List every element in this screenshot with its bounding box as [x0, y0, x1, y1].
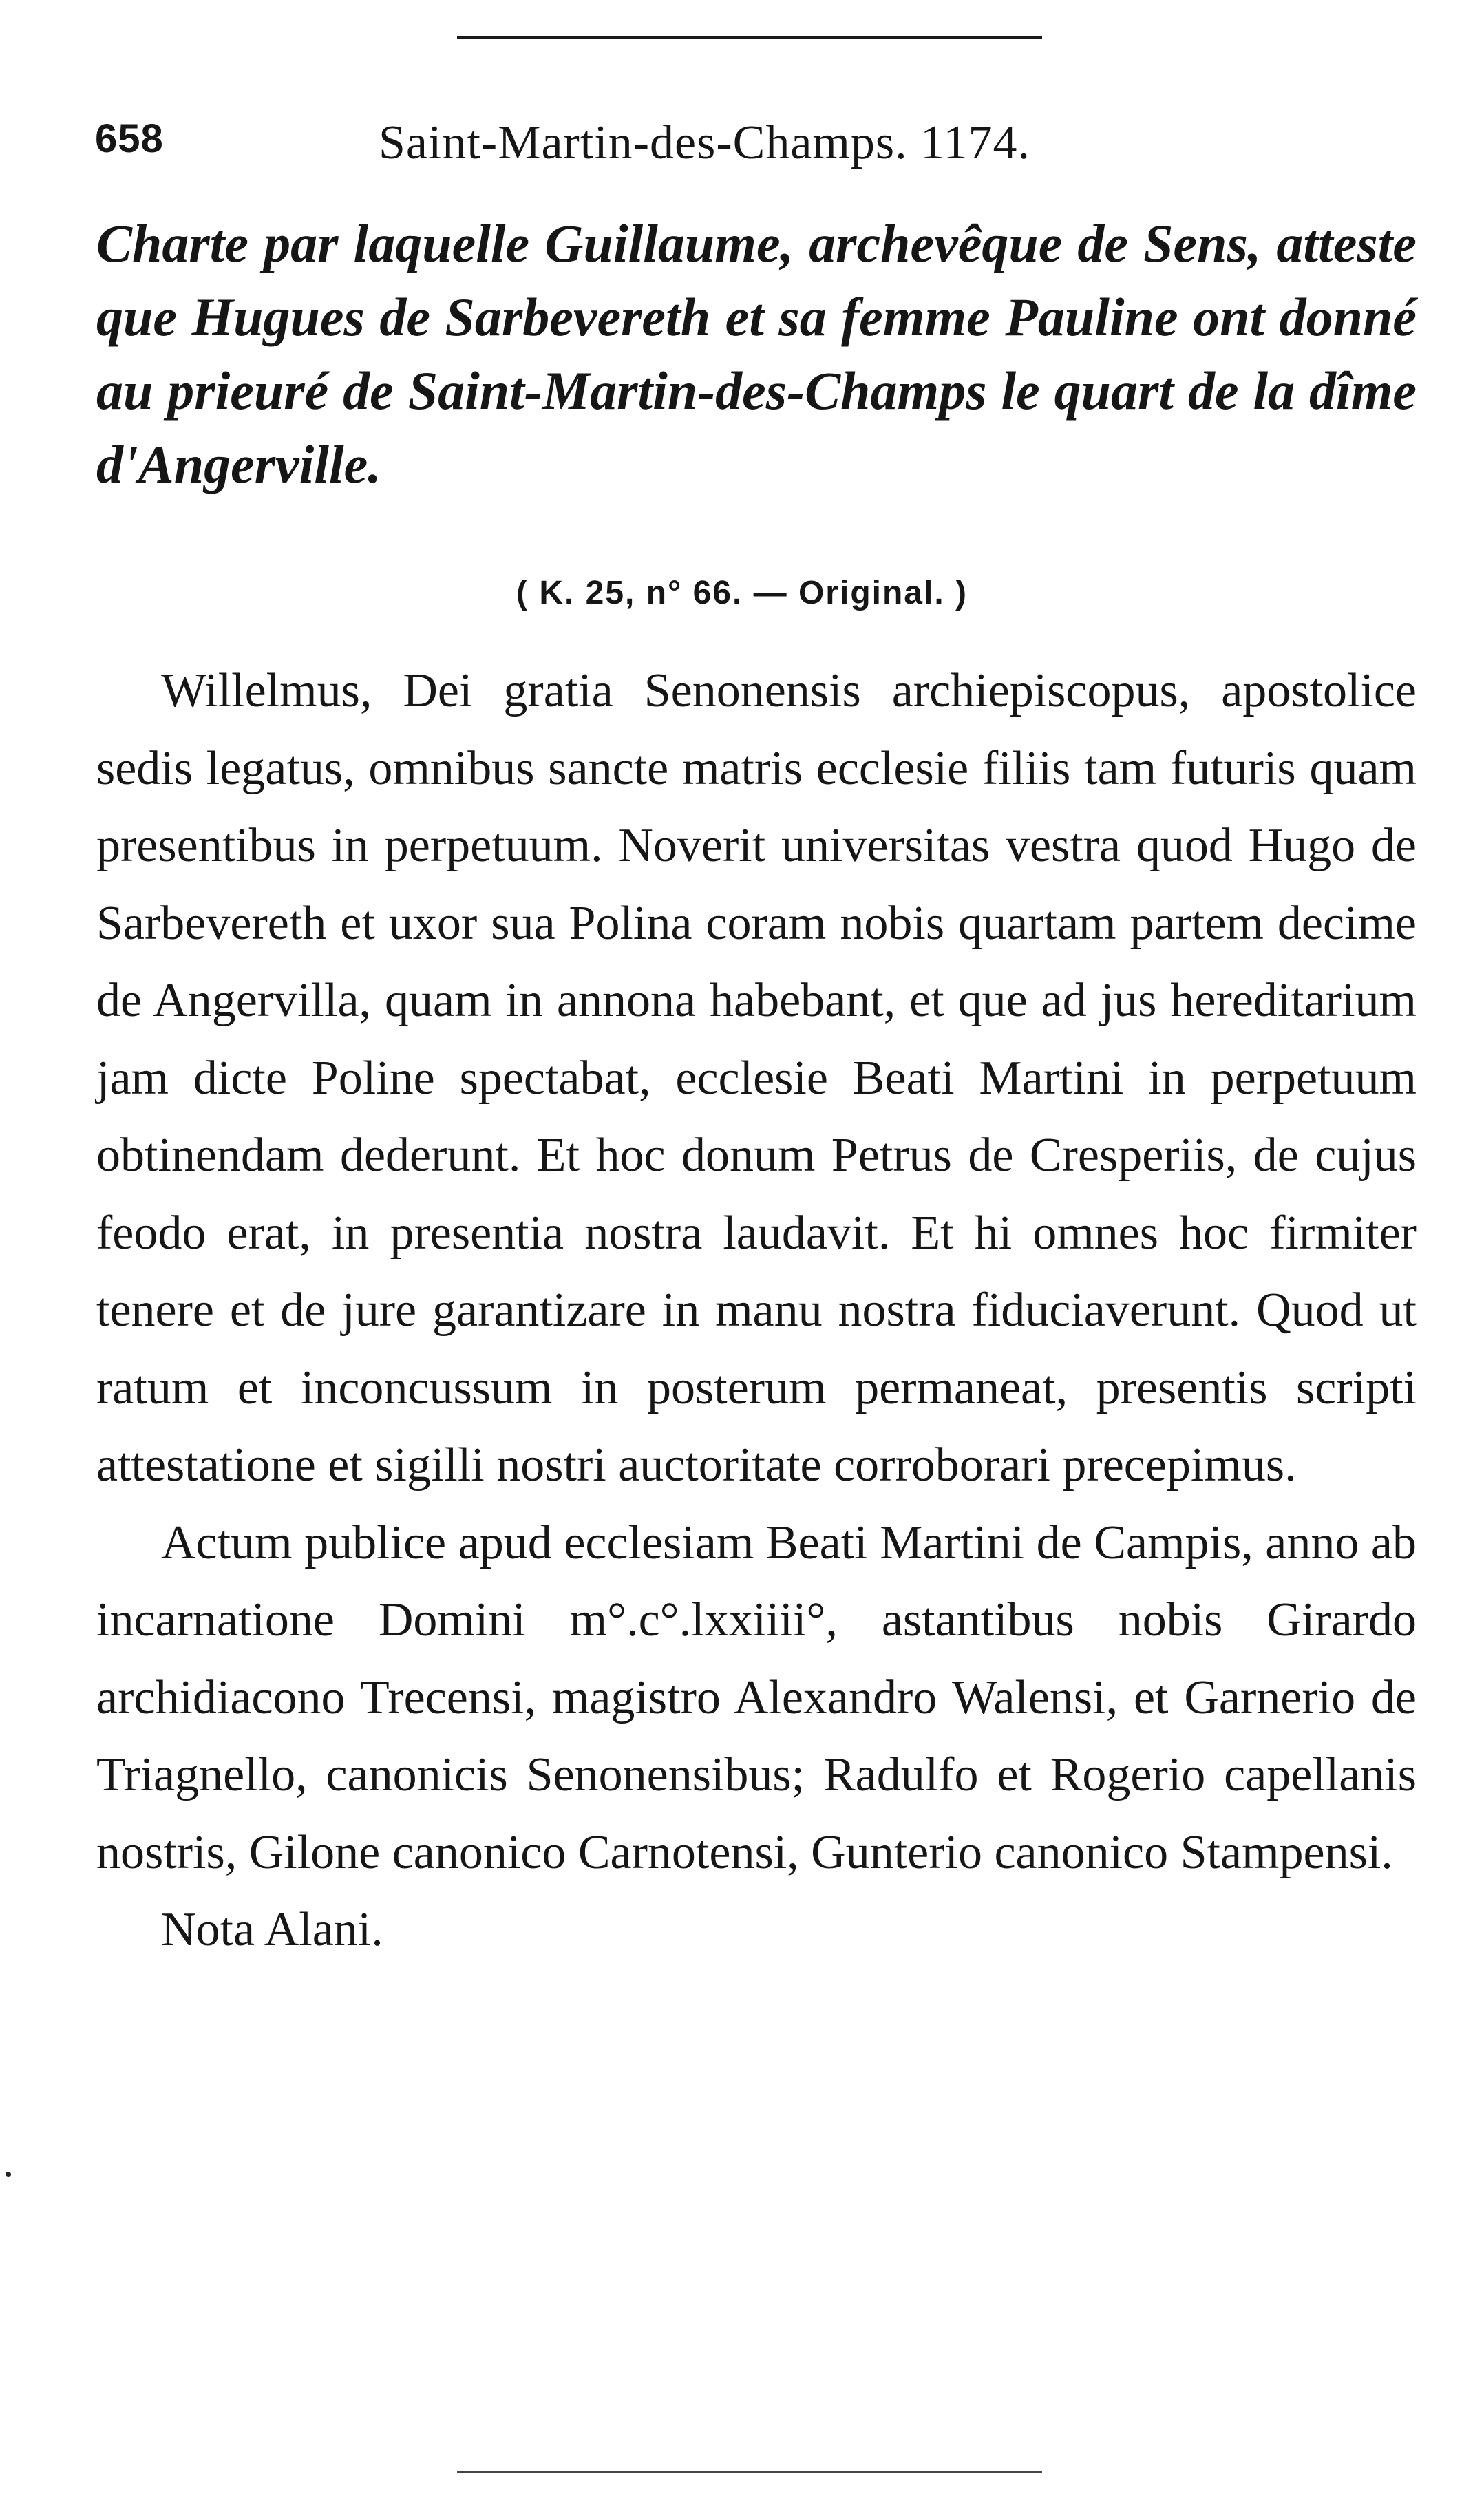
charter-text [96, 653, 1417, 1969]
page-number: 658 [95, 116, 164, 161]
top-rule [457, 36, 1042, 39]
archival-reference: ( K. 25, n° 66. — Original. ) [516, 575, 968, 611]
charter-title-text: Charte par laquelle Guillaume, archevêque de Sens, atteste que Hugues de Sarbevereth et sa femme Pauline ont donné au prieuré de Saint-Martin-des-Champs le quart de la dîme d'Angerville. [96, 213, 1417, 494]
page-header [95, 116, 1389, 184]
charter-paragraph: Actum publice apud ecclesiam Beati Martini de Campis, anno ab incarnatione Domini m°.c°.lxxiiii°, astantibus nobis Girardo archidiacono Trecensi, magistro Alexandro Walensi, et Garnerio de Triagnello, canonicis Senonensibus; Radulfo et Rogerio capellanis nostris, Gilone canonico Carnotensi, Gunterio canonico Stampensi. [96, 1516, 1417, 1879]
charter-paragraph: Willelmus, Dei gratia Senonensis archiepiscopus, apostolice sedis legatus, omnibus sancte matris ecclesie filiis tam futuris quam presentibus in perpetuum. Noverit universitas vestra quod Hugo de Sarbevereth et uxor sua Polina coram nobis quartam partem decime de Angervilla, quam in annona habebant, et que ad jus hereditarium jam dicte Poline spectabat, ecclesie Beati Martini in perpetuum obtinendam dederunt. Et hoc donum Petrus de Cresperiis, de cujus feodo erat, in presentia nostra laudavit. Et hi omnes hoc firmiter tenere et de jure garantizare in manu nostra fiduciaverunt. Quod ut ratum et inconcussum in posterum permaneat, presentis scripti attestatione et sigilli nostri auctoritate corroborari precepimus. [96, 664, 1417, 1492]
running-head: Saint-Martin-des-Champs. 1174. [379, 116, 1031, 169]
charter-note: Nota Alani. [161, 1903, 383, 1956]
margin-mark [6, 2172, 11, 2177]
bottom-rule [457, 2471, 1042, 2473]
charter-title [96, 206, 1417, 501]
